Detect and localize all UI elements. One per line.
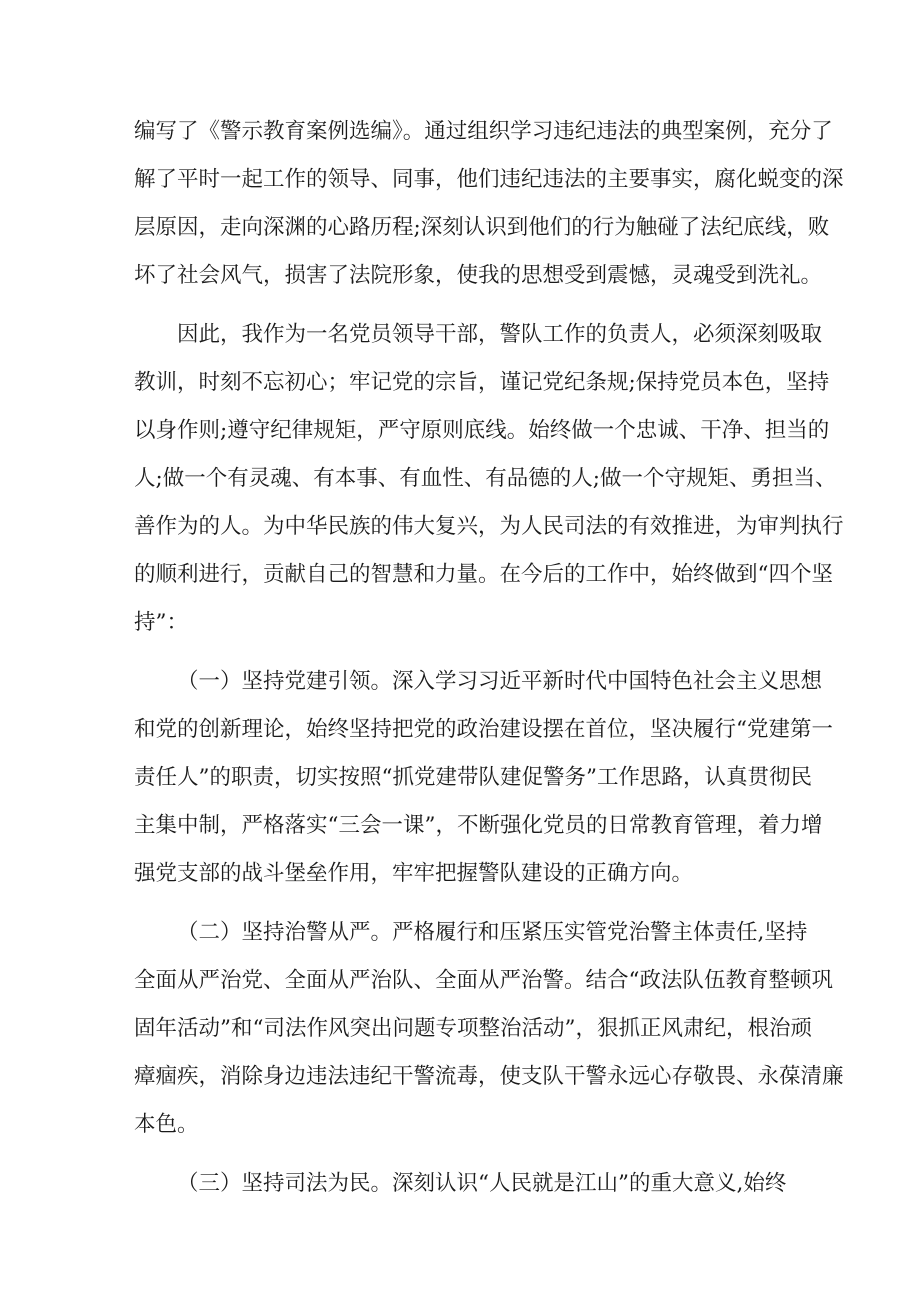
- text-line-16: 强党支部的战斗堡垒作用，牢牢把握警队建设的正确方向。: [134, 861, 694, 886]
- text-line-13: 和党的创新理论，始终坚持把党的政治建设摆在首位，坚决履行“党建第一: [134, 717, 833, 742]
- text-line-3: 层原因，走向深渊的心路历程;深刻认识到他们的行为触碰了法纪底线，败: [134, 215, 830, 240]
- text-line-22: （三）坚持司法为民。深刻认识“人民就是江山”的重大意义,始终: [177, 1171, 787, 1196]
- text-line-6: 教训，时刻不忘初心；牢记党的宗旨，谨记党纪条规;保持党员本色，坚持: [134, 370, 830, 395]
- text-line-7: 以身作则;遵守纪律规矩，严守原则底线。始终做一个忠诚、干净、担当的: [134, 418, 830, 443]
- text-line-10: 的顺利进行，贡献自己的智慧和力量。在今后的工作中，始终做到“四个坚: [134, 562, 833, 587]
- text-line-15: 主集中制，严格落实“三会一课”，不断强化党员的日常教育管理，着力增: [134, 813, 823, 838]
- text-line-17: （二）坚持治警从严。严格履行和压紧压实管党治警主体责任,坚持: [177, 920, 808, 945]
- text-line-2: 解了平时一起工作的领导、同事，他们违纪违法的主要事实，腐化蜕变的深: [134, 167, 844, 192]
- text-line-19: 固年活动”和“司法作风突出问题专项整治活动”，狠抓正风肃纪，根治顽: [134, 1016, 812, 1041]
- text-line-18: 全面从严治党、全面从严治队、全面从严治警。结合“政法队伍教育整顿巩: [134, 968, 833, 993]
- text-line-12: （一）坚持党建引领。深入学习习近平新时代中国特色社会主义思想: [177, 669, 823, 694]
- text-line-11: 持”：: [134, 610, 188, 635]
- text-line-21: 本色。: [134, 1112, 199, 1137]
- text-line-9: 善作为的人。为中华民族的伟大复兴，为人民司法的有效推进，为审判执行: [134, 514, 844, 539]
- text-line-14: 责任人”的职责，切实按照“抓党建带队建促警务”工作思路，认真贯彻民: [134, 765, 812, 790]
- text-line-8: 人;做一个有灵魂、有本事、有血性、有品德的人;做一个守规矩、勇担当、: [134, 466, 837, 491]
- text-line-20: 瘴痼疾，消除身边违法违纪干警流毒，使支队干警永远心存敬畏、永葆清廉: [134, 1064, 844, 1089]
- text-line-4: 坏了社会风气，损害了法院形象，使我的思想受到震憾，灵魂受到洗礼。: [134, 263, 823, 288]
- text-line-1: 编写了《警示教育案例选编》。通过组织学习违纪违法的典型案例，充分了: [134, 119, 833, 144]
- text-line-5: 因此，我作为一名党员领导干部，警队工作的负责人，必须深刻吸取: [177, 322, 823, 347]
